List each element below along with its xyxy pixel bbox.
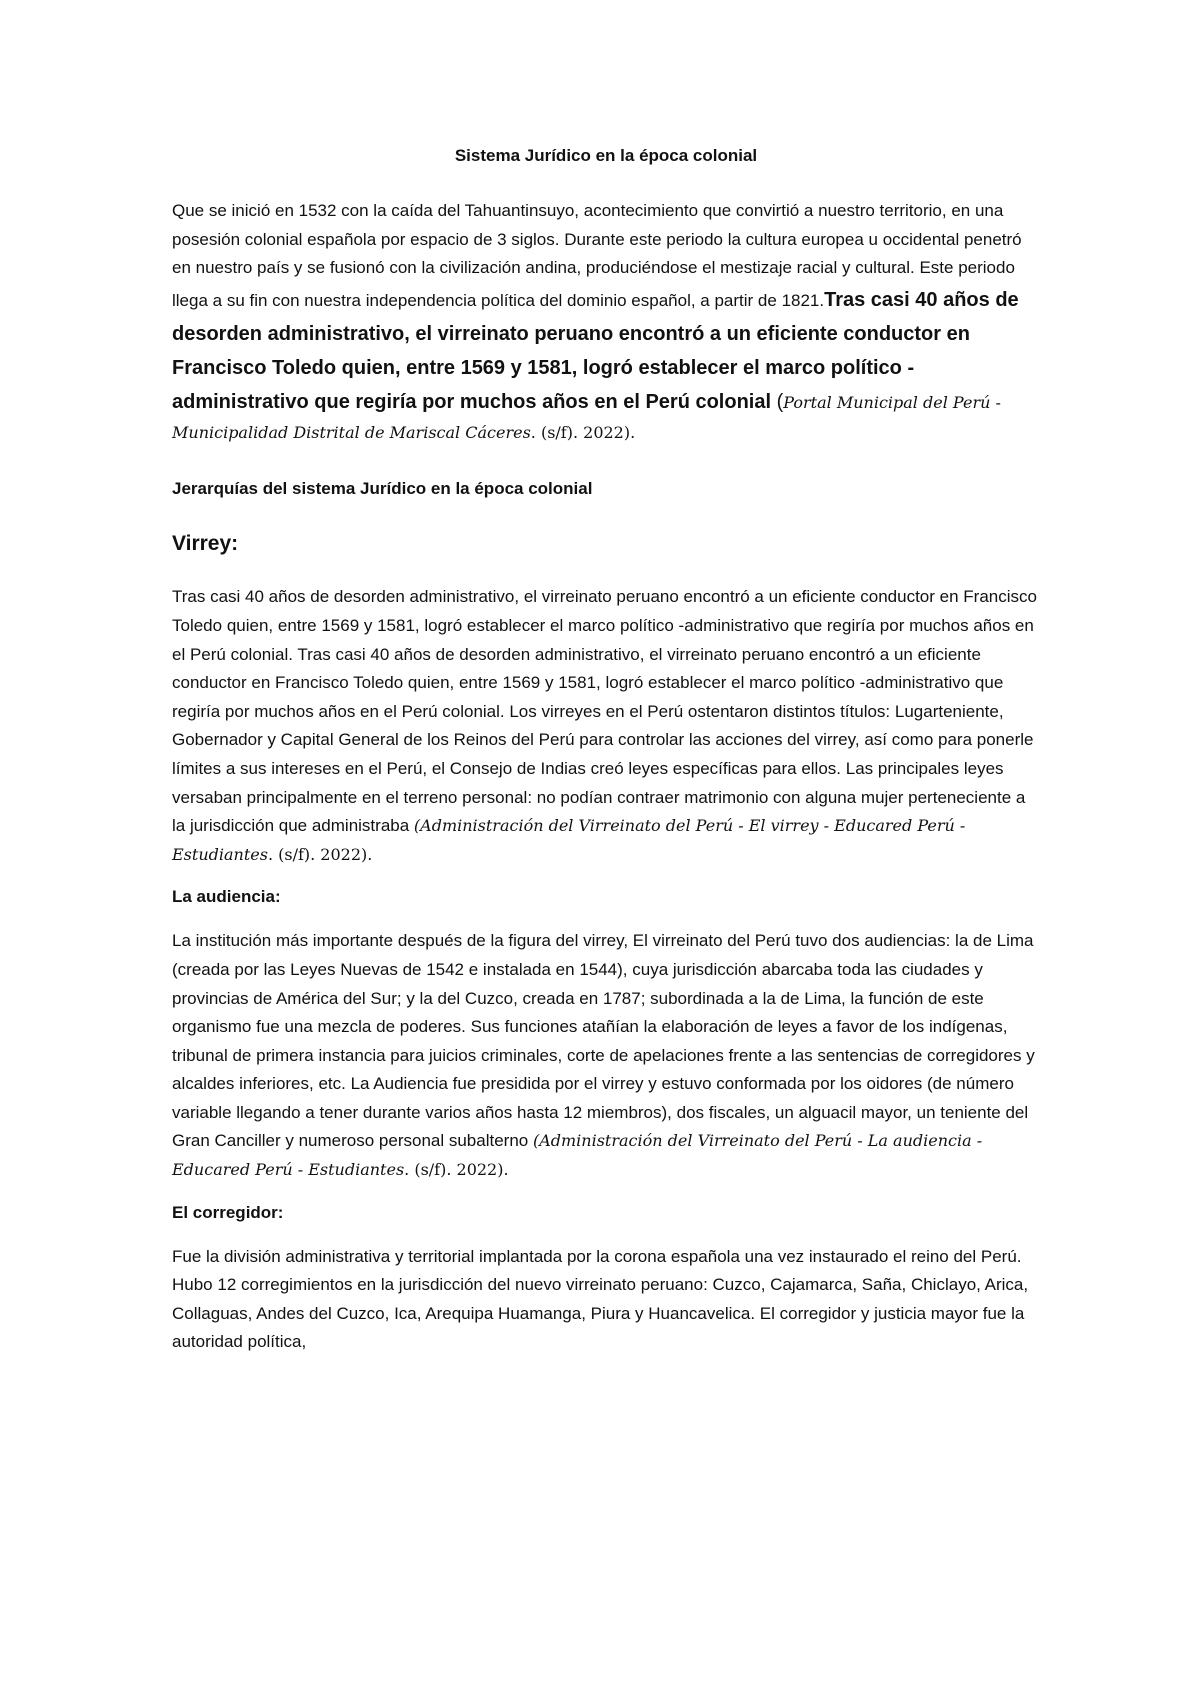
virrey-citation: (Administración del Virreinato del Perú - El virrey - Educared Perú - Estudiantes	[172, 816, 966, 864]
virrey-heading: Virrey:	[172, 532, 239, 556]
intro-paragraph	[172, 197, 1040, 447]
virrey-citation-close: . (s/f). 2022).	[267, 844, 373, 864]
intro-citation: Portal Municipal del Perú - Municipalidad Distrital de Mariscal Cáceres	[172, 392, 1001, 442]
hierarchy-heading: Jerarquías del sistema Jurídico en la época colonial	[172, 479, 593, 499]
document-page	[172, 143, 1040, 1357]
audiencia-citation-close: . (s/f). 2022).	[404, 1160, 509, 1180]
audiencia-citation: (Administración del Virreinato del Perú - La audiencia - Educared Perú - Estudiantes	[172, 1131, 983, 1180]
intro-emphasis: Tras casi 40 años de desorden administrativo, el virreinato peruano encontró a un eficiente conductor en Francisco Toledo quien, entre 1569 y 1581, logró establecer el marco político -administrativo que regiría por muchos años en el Perú colonial	[172, 288, 1019, 413]
intro-text: Que se inició en 1532 con la caída del Tahuantinsuyo, acontecimiento que convirtió a nuestro territorio, en una posesión colonial española por espacio de 3 siglos. Durante este periodo la cultura europea u occidental penetró en nuestro país y se fusionó con la civilización andina, produciéndose el mestizaje racial y cultural. Este periodo llega a su fin con nuestra independencia política del dominio español, a partir de 1821.	[172, 201, 1022, 310]
corregidor-heading: El corregidor:	[172, 1202, 284, 1222]
audiencia-heading: La audiencia:	[172, 887, 281, 907]
audiencia-paragraph	[172, 927, 1040, 1184]
intro-citation-open: (	[771, 390, 784, 413]
corregidor-text: Fue la división administrativa y territorial implantada por la corona española una vez instaurado el reino del Perú. Hubo 12 corregimientos en la jurisdicción del nuevo virreinato peruano: Cuzco, Cajamarca, Saña, Chiclayo, Arica, Collaguas, Andes del Cuzco, Ica, Arequipa Huamanga, Piura y Huancavelica. El corregidor y justicia mayor fue la autoridad política,	[172, 1246, 1029, 1352]
intro-citation-close: . (s/f). 2022).	[530, 422, 636, 442]
corregidor-paragraph	[172, 1243, 1040, 1357]
document-title: Sistema Jurídico en la época colonial	[454, 146, 758, 165]
audiencia-text: La institución más importante después de la figura del virrey, El virreinato del Perú tuvo dos audiencias: la de Lima (creada por las Leyes Nuevas de 1542 e instalada en 1544), cuya jurisdicción abarcaba toda las ciudades y provincias de América del Sur; y la del Cuzco, creada en 1787; subordinada a la de Lima, la función de este organismo fue una mezcla de poderes. Sus funciones atañían la elaboración de leyes a favor de los indígenas, tribunal de primera instancia para juicios criminales, corte de apelaciones frente a las sentencias de corregidores y alcaldes inferiores, etc. La Audiencia fue presidida por el virrey y estuvo conformada por los oidores (de número variable llegando a tener durante varios años hasta 12 miembros), dos fiscales, un alguacil mayor, un teniente del Gran Canciller y numeroso personal subalterno	[172, 931, 1035, 1151]
virrey-paragraph	[172, 583, 1040, 869]
virrey-text: Tras casi 40 años de desorden administrativo, el virreinato peruano encontró a un eficiente conductor en Francisco Toledo quien, entre 1569 y 1581, logró establecer el marco político -administrativo que regiría por muchos años en el Perú colonial. Tras casi 40 años de desorden administrativo, el virreinato peruano encontró a un eficiente conductor en Francisco Toledo quien, entre 1569 y 1581, logró establecer el marco político -administrativo que regiría por muchos años en el Perú colonial. Los virreyes en el Perú ostentaron distintos títulos: Lugarteniente, Gobernador y Capital General de los Reinos del Perú para controlar las acciones del virrey, así como para ponerle límites a sus intereses en el Perú, el Consejo de Indias creó leyes específicas para ellos. Las principales leyes versaban principalmente en el terreno personal: no podían contraer matrimonio con alguna mujer perteneciente a la jurisdicción que administraba	[172, 587, 1037, 836]
